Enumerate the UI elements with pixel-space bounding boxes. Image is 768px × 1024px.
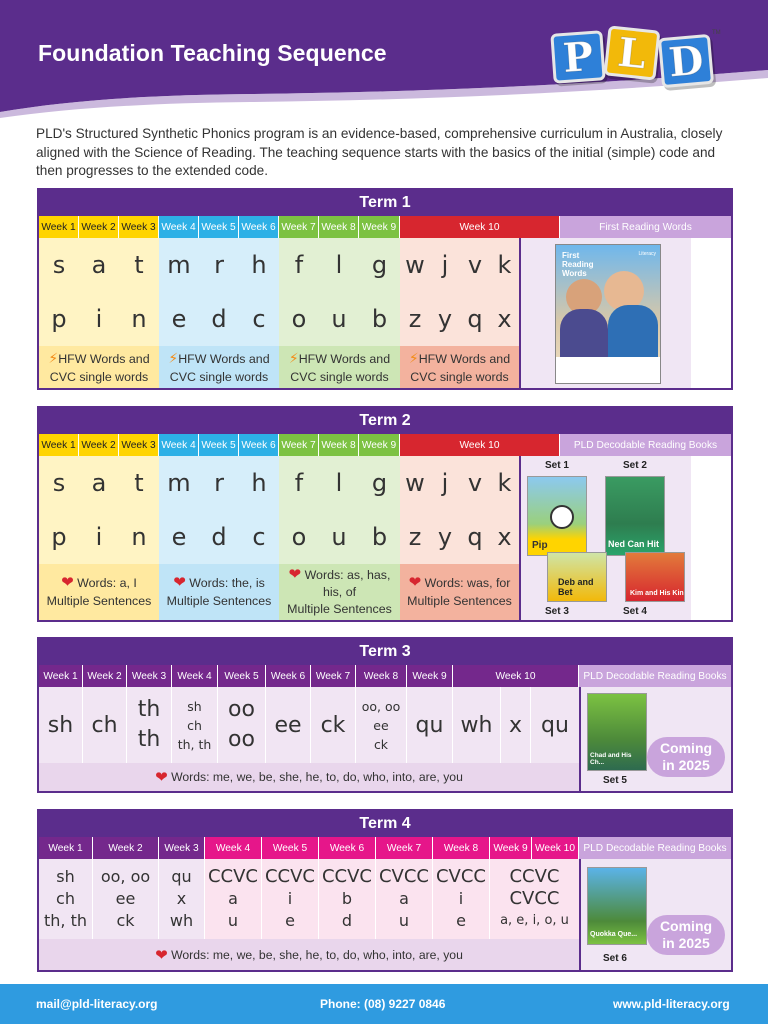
set-label: Set 6 bbox=[603, 953, 627, 964]
footer-phone: Phone: (08) 9227 0846 bbox=[320, 997, 446, 1011]
term-2-table bbox=[37, 406, 733, 622]
pld-logo bbox=[548, 24, 721, 90]
letter-group: w j v k z y q x bbox=[400, 456, 519, 564]
letter-group: s a t p i n bbox=[39, 456, 159, 564]
resource-header: PLD Decodable Reading Books bbox=[560, 434, 731, 456]
book-cover-kim: Kim and His Kin bbox=[625, 552, 685, 602]
week-header: Week 3 bbox=[159, 837, 205, 859]
heart-icon: ❤ bbox=[288, 566, 302, 583]
week-header: Week 9 bbox=[407, 665, 453, 687]
week-note: ❤ Words: a, I Multiple Sentences bbox=[39, 564, 159, 620]
resource-header: First Reading Words bbox=[560, 216, 731, 238]
week-header: Week 3 bbox=[119, 434, 159, 456]
week-header: Week 1 bbox=[39, 216, 79, 238]
set-label: Set 3 bbox=[545, 606, 569, 617]
week-header: Week 10 bbox=[400, 216, 560, 238]
book-cover-deb: Deb and Bet bbox=[547, 552, 607, 602]
book-cover: First Reading Words Literacy bbox=[555, 244, 661, 384]
week-header: Week 9 bbox=[359, 434, 400, 456]
week-header: Week 4 bbox=[159, 434, 199, 456]
week-header: Week 4 bbox=[172, 665, 218, 687]
page-footer bbox=[0, 984, 768, 1024]
week-note: ❤ Words: was, for Multiple Sentences bbox=[400, 564, 519, 620]
week-header: Week 8 bbox=[319, 216, 359, 238]
week-header: Week 10 bbox=[453, 665, 579, 687]
term-3-table bbox=[37, 637, 733, 793]
footer-email-link[interactable]: mail@pld-literacy.org bbox=[36, 997, 158, 1011]
book-cover-chad: Chad and His Ch... bbox=[587, 693, 647, 771]
book-cover-pip: Pip bbox=[527, 476, 587, 556]
resource-header: PLD Decodable Reading Books bbox=[579, 837, 731, 859]
week-header: Week 4 bbox=[159, 216, 199, 238]
week-header: Week 2 bbox=[93, 837, 159, 859]
term-4-table bbox=[37, 809, 733, 972]
week-header: Week 6 bbox=[239, 434, 279, 456]
logo-block-p: P bbox=[550, 30, 605, 84]
page-header bbox=[0, 0, 768, 118]
set-label: Set 1 bbox=[545, 460, 569, 471]
resource-header: PLD Decodable Reading Books bbox=[579, 665, 731, 687]
week-header: Week 9 bbox=[490, 837, 532, 859]
week-header: Week 6 bbox=[266, 665, 311, 687]
letter-group: s a t p i n bbox=[39, 238, 159, 346]
week-header: Week 6 bbox=[319, 837, 376, 859]
week-header: Week 8 bbox=[356, 665, 407, 687]
lightning-icon: ⚡ bbox=[48, 349, 59, 366]
week-header: Week 5 bbox=[199, 434, 239, 456]
term-3-title: Term 3 bbox=[39, 639, 731, 665]
week-header: Week 1 bbox=[39, 665, 83, 687]
letter-group: m r h e d c bbox=[159, 238, 279, 346]
week-header: Week 3 bbox=[119, 216, 159, 238]
week-header: Week 8 bbox=[319, 434, 359, 456]
heart-icon: ❤ bbox=[61, 574, 74, 591]
week-header: Week 9 bbox=[359, 216, 400, 238]
letter-group: w j v k z y q x bbox=[400, 238, 519, 346]
book-cover-quokka: Quokka Que... bbox=[587, 867, 647, 945]
week-header: Week 4 bbox=[205, 837, 262, 859]
logo-trademark: TM bbox=[712, 30, 721, 36]
set-label: Set 2 bbox=[623, 460, 647, 471]
decodable-books-sets-1-4 bbox=[521, 456, 691, 620]
letter-group: f l g o u b bbox=[279, 456, 400, 564]
logo-block-d: D bbox=[658, 34, 714, 88]
term-1-table bbox=[37, 188, 733, 390]
week-note: ❤ Words: the, is Multiple Sentences bbox=[159, 564, 279, 620]
week-header: Week 7 bbox=[279, 434, 319, 456]
coming-soon-badge: Coming in 2025 bbox=[647, 737, 725, 777]
week-header: Week 10 bbox=[532, 837, 579, 859]
term-4-words: ❤ Words: me, we, be, she, he, to, do, who, into, are, you bbox=[39, 939, 579, 970]
week-header: Week 1 bbox=[39, 837, 93, 859]
week-note: ⚡HFW Words and CVC single words bbox=[39, 346, 159, 388]
heart-icon: ❤ bbox=[408, 574, 422, 591]
week-note: ⚡HFW Words and CVC single words bbox=[400, 346, 519, 388]
letter-group: f l g o u b bbox=[279, 238, 400, 346]
decodable-books-set-5 bbox=[581, 687, 731, 791]
week-header: Week 10 bbox=[400, 434, 560, 456]
week-header: Week 2 bbox=[79, 434, 119, 456]
term-1-title: Term 1 bbox=[39, 190, 731, 216]
set-label: Set 5 bbox=[603, 775, 627, 786]
page-title: Foundation Teaching Sequence bbox=[38, 40, 387, 66]
week-header: Week 1 bbox=[39, 434, 79, 456]
week-header: Week 8 bbox=[433, 837, 490, 859]
heart-icon: ❤ bbox=[173, 574, 186, 591]
week-header: Week 7 bbox=[311, 665, 356, 687]
week-header: Week 7 bbox=[279, 216, 319, 238]
week-header: Week 2 bbox=[79, 216, 119, 238]
week-header: Week 6 bbox=[239, 216, 279, 238]
intro-paragraph: PLD's Structured Synthetic Phonics program is an evidence-based, comprehensive curriculum in Australia, closely aligned with the Science of Reading. The teaching sequence starts with the basics of the initial (simple) code and then progresses to the extended code. bbox=[36, 126, 723, 178]
week-header: Week 5 bbox=[199, 216, 239, 238]
week-header: Week 5 bbox=[218, 665, 266, 687]
term-4-title: Term 4 bbox=[39, 811, 731, 837]
heart-icon: ❤ bbox=[155, 769, 168, 786]
week-header: Week 3 bbox=[127, 665, 172, 687]
first-reading-words-book bbox=[521, 238, 691, 388]
book-cover-ned: Ned Can Hit bbox=[605, 476, 665, 556]
term-4-graphemes: sh ch th, th oo, oo ee ck qu x wh CCVC a u CCVC i e CCVC b d CVCC a u CVCC i e CCVC CVCC a, e, i, o, u bbox=[39, 859, 579, 939]
term-2-title: Term 2 bbox=[39, 408, 731, 434]
week-header: Week 7 bbox=[376, 837, 433, 859]
letter-group: m r h e d c bbox=[159, 456, 279, 564]
week-note: ⚡HFW Words and CVC single words bbox=[159, 346, 279, 388]
week-header: Week 5 bbox=[262, 837, 319, 859]
set-label: Set 4 bbox=[623, 606, 647, 617]
week-note: ❤ Words: as, has, his, of Multiple Sentences bbox=[279, 564, 400, 620]
term-3-words: ❤ Words: me, we, be, she, he, to, do, who, into, are, you bbox=[39, 763, 579, 791]
heart-icon: ❤ bbox=[155, 946, 168, 964]
logo-block-l: L bbox=[604, 25, 661, 80]
lightning-icon: ⚡ bbox=[288, 349, 299, 366]
week-header: Week 2 bbox=[83, 665, 127, 687]
lightning-icon: ⚡ bbox=[408, 349, 419, 366]
decodable-books-set-6 bbox=[581, 859, 731, 970]
coming-soon-badge: Coming in 2025 bbox=[647, 915, 725, 955]
lightning-icon: ⚡ bbox=[168, 349, 179, 366]
footer-website-link[interactable]: www.pld-literacy.org bbox=[613, 997, 730, 1011]
week-note: ⚡HFW Words and CVC single words bbox=[279, 346, 400, 388]
term-3-graphemes: sh ch th th sh ch th, th oo oo ee ck oo, oo ee ck qu wh x qu bbox=[39, 687, 579, 763]
